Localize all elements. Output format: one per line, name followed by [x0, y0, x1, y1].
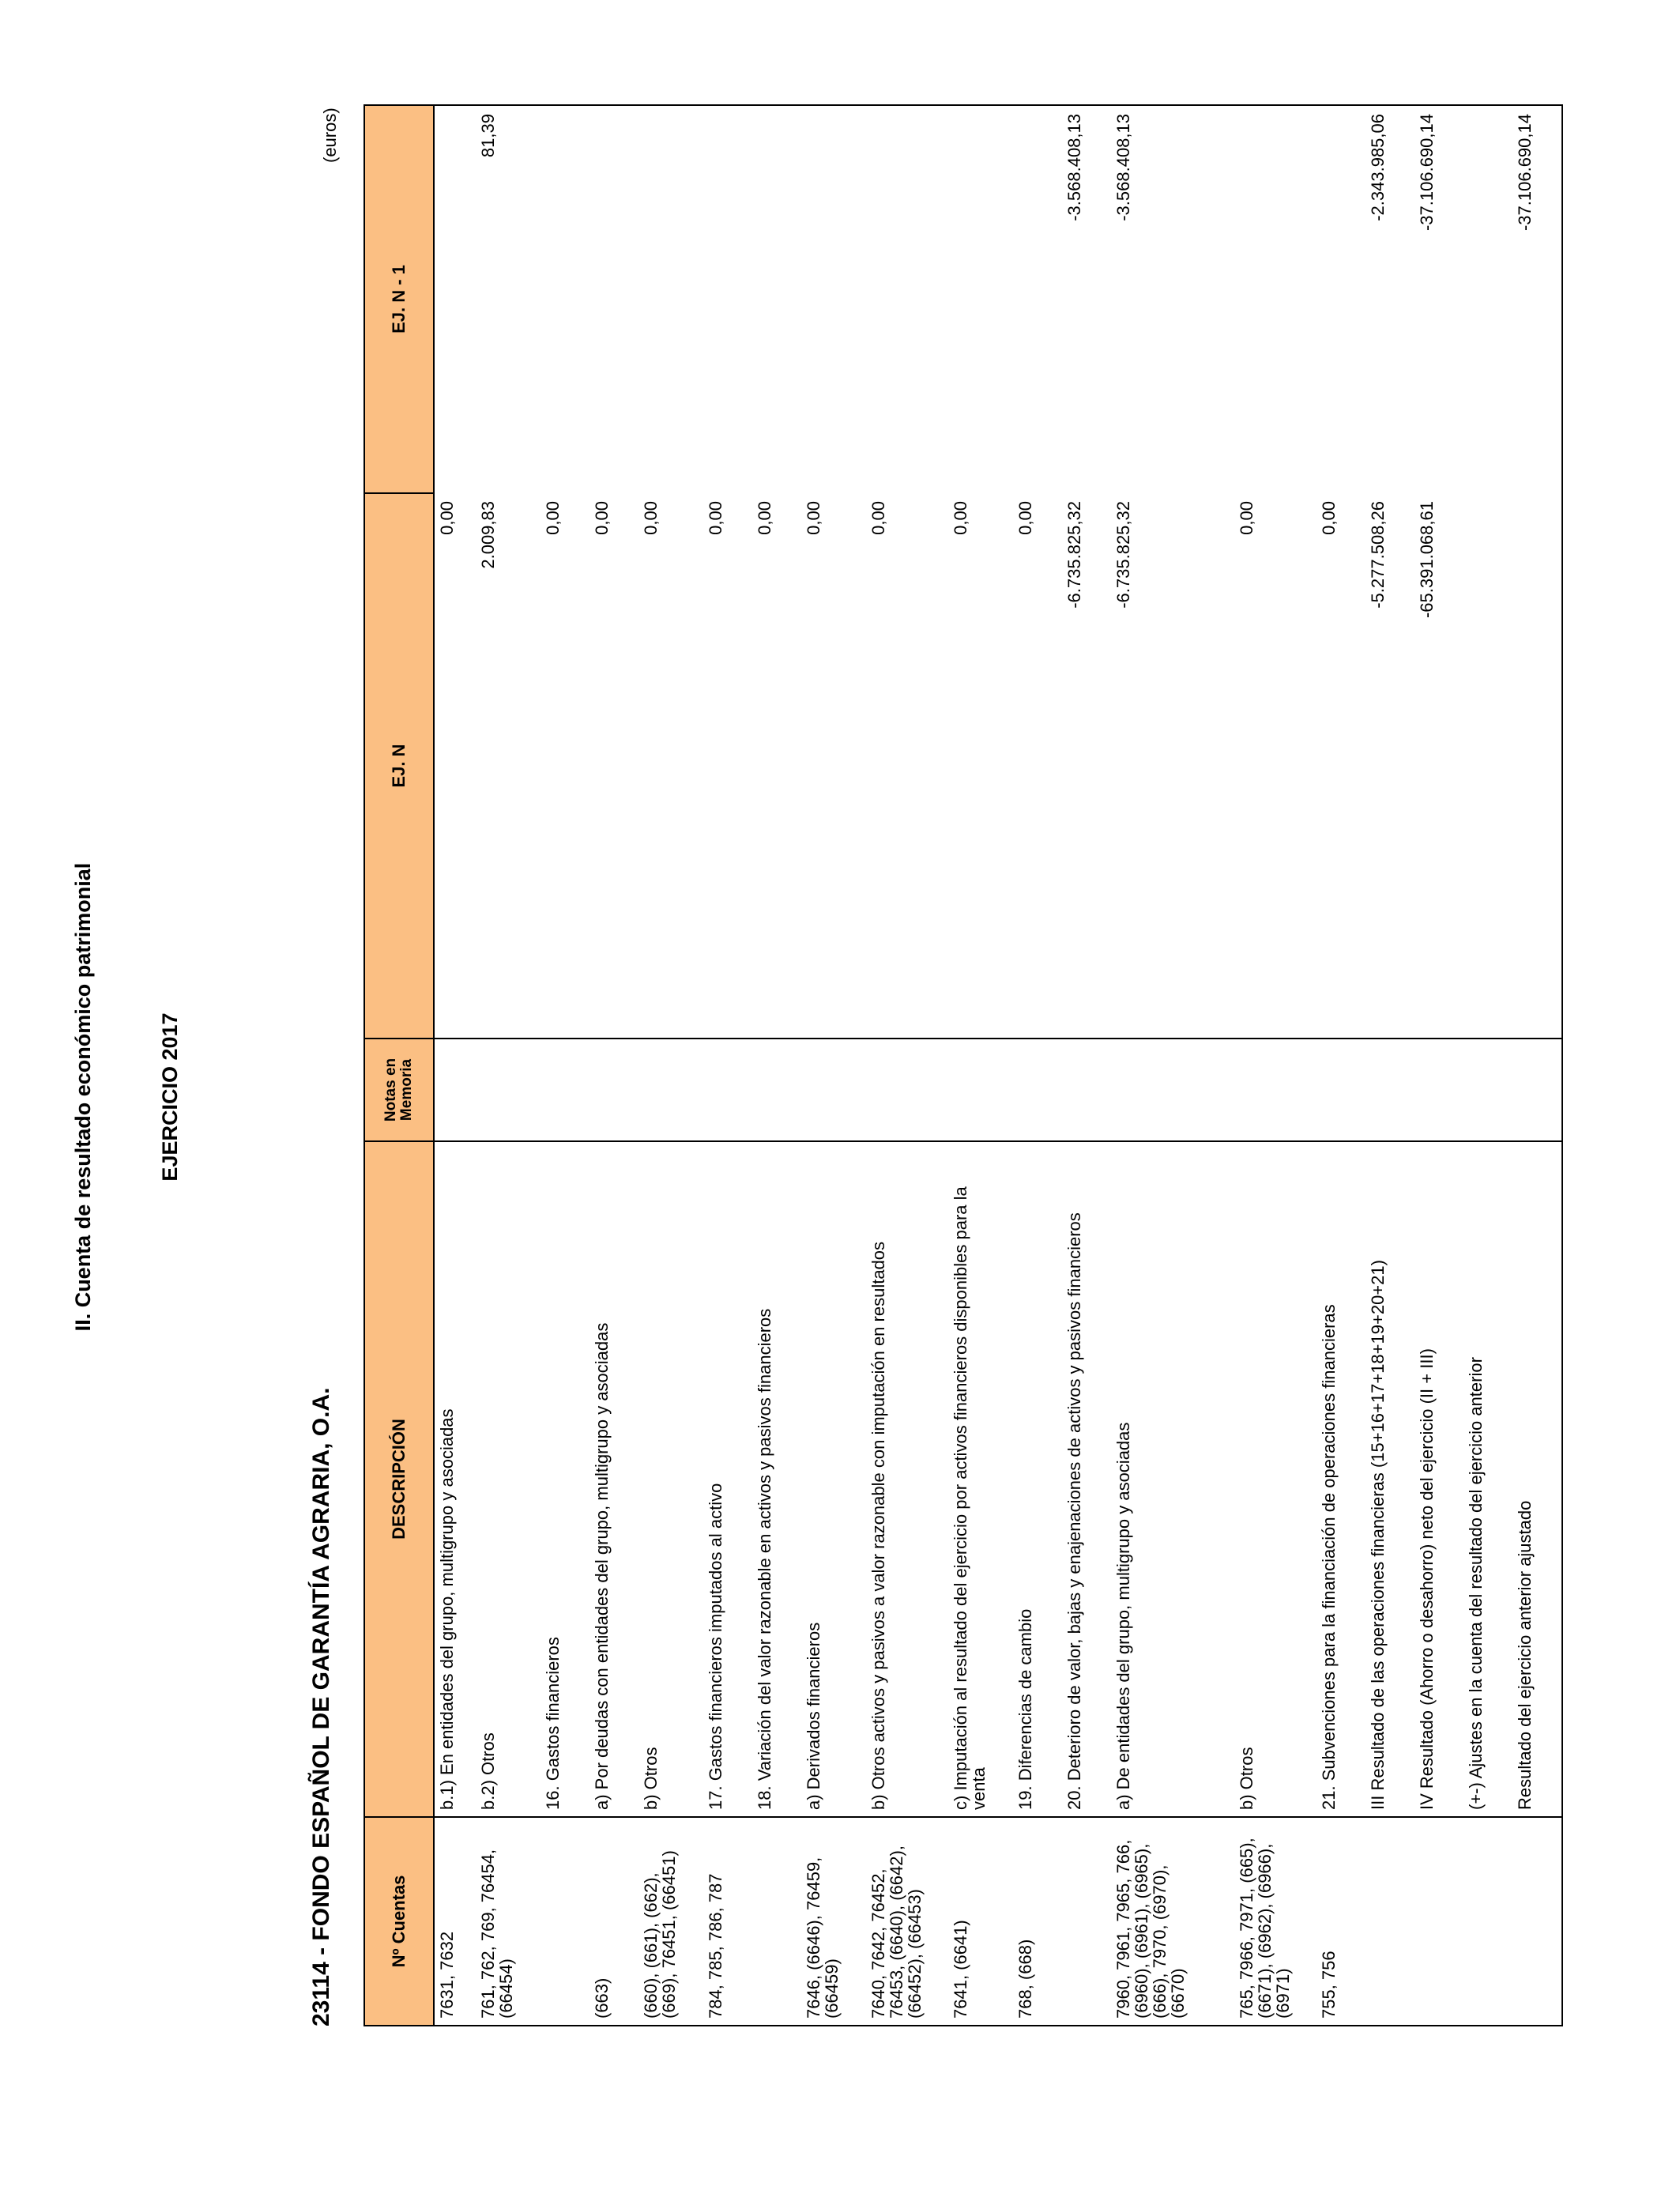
row-description: 21. Subvenciones para la financiación de operaciones financieras — [1317, 1141, 1365, 1817]
value-ej-n-1: 81,39 — [476, 105, 541, 493]
value-ej-n-1 — [590, 105, 638, 493]
value-ej-n-1: -2.343.985,06 — [1365, 105, 1414, 493]
row-description: III Resultado de las operaciones financieras (15+16+17+18+19+20+21) — [1365, 1141, 1414, 1817]
table-row — [590, 105, 638, 2026]
table-row — [1013, 105, 1062, 2026]
account-codes: 765, 7966, 7971, (665), (6671), (6962), (6966), (6971) — [1234, 1817, 1317, 2026]
currency-units: (euros) — [320, 107, 340, 163]
table-row — [1463, 105, 1512, 2026]
value-ej-n — [1463, 493, 1512, 1039]
value-ej-n-1: -3.568.408,13 — [1111, 105, 1234, 493]
organization-name: 23114 - FONDO ESPAÑOL DE GARANTÍA AGRARIA, O.A. — [308, 1387, 334, 2026]
row-notes — [434, 1039, 476, 1141]
account-codes: 7641, (6641) — [948, 1817, 1013, 2026]
table-row — [866, 105, 948, 2026]
row-notes — [866, 1039, 948, 1141]
row-description: 20. Deterioro de valor, bajas y enajenaciones de activos y pasivos financieros — [1062, 1141, 1111, 1817]
row-description: 19. Diferencias de cambio — [1013, 1141, 1062, 1817]
account-codes — [541, 1817, 590, 2026]
account-codes: 7631, 7632 — [434, 1817, 476, 2026]
value-ej-n-1 — [866, 105, 948, 493]
value-ej-n-1 — [801, 105, 866, 493]
value-ej-n: -5.277.508,26 — [1368, 501, 1388, 609]
table-row — [1365, 105, 1414, 2026]
value-ej-n: -6.735.825,32 — [1064, 501, 1084, 609]
value-ej-n: 0,00 — [641, 501, 661, 535]
value-ej-n: 0,00 — [868, 501, 888, 535]
value-ej-n-1 — [1463, 105, 1512, 493]
account-codes: 768, (668) — [1013, 1817, 1062, 2026]
column-header-description: DESCRIPCIÓN — [364, 1141, 434, 1817]
row-description: b) Otros — [638, 1141, 703, 1817]
row-notes — [1234, 1039, 1317, 1141]
table-row — [1317, 105, 1365, 2026]
value-ej-n: 0,00 — [804, 501, 823, 535]
row-notes — [1317, 1039, 1365, 1141]
value-ej-n-1 — [434, 105, 476, 493]
row-description: Resultado del ejercicio anterior ajustado — [1512, 1141, 1562, 1817]
value-ej-n-1: -37.106.690,14 — [1414, 105, 1463, 493]
row-notes — [1463, 1039, 1512, 1141]
account-codes — [1062, 1817, 1111, 2026]
row-description: b.2) Otros — [476, 1141, 541, 1817]
value-ej-n-1 — [1013, 105, 1062, 493]
value-ej-n-1 — [1317, 105, 1365, 493]
row-notes — [703, 1039, 752, 1141]
report-title: II. Cuenta de resultado económico patrimonial — [71, 862, 95, 1332]
value-ej-n: 0,00 — [1015, 501, 1035, 535]
row-notes — [476, 1039, 541, 1141]
row-description: a) De entidades del grupo, multigrupo y asociadas — [1111, 1141, 1234, 1817]
value-ej-n: 0,00 — [543, 501, 563, 535]
column-header-accounts: Nº Cuentas — [364, 1817, 434, 2026]
row-description: (+-) Ajustes en la cuenta del resultado del ejercicio anterior — [1463, 1141, 1512, 1817]
table-row — [476, 105, 541, 2026]
value-ej-n-1 — [541, 105, 590, 493]
value-ej-n: 0,00 — [592, 501, 612, 535]
value-ej-n — [1512, 493, 1562, 1039]
value-ej-n: 0,00 — [706, 501, 725, 535]
value-ej-n: 0,00 — [1237, 501, 1256, 535]
account-codes — [752, 1817, 801, 2026]
row-notes — [1365, 1039, 1414, 1141]
row-notes — [801, 1039, 866, 1141]
table-row — [1414, 105, 1463, 2026]
table-row — [434, 105, 476, 2026]
account-codes: 755, 756 — [1317, 1817, 1365, 2026]
account-codes: (663) — [590, 1817, 638, 2026]
value-ej-n: 2.009,83 — [478, 501, 498, 569]
row-description: c) Imputación al resultado del ejercicio por activos financieros disponibles para la venta — [948, 1141, 1013, 1817]
row-notes — [590, 1039, 638, 1141]
account-codes — [1414, 1817, 1463, 2026]
account-codes: 761, 762, 769, 76454, (66454) — [476, 1817, 541, 2026]
column-header-ej-n: EJ. N — [364, 493, 434, 1039]
row-notes — [752, 1039, 801, 1141]
account-codes — [1512, 1817, 1562, 2026]
value-ej-n-1 — [752, 105, 801, 493]
value-ej-n-1: -37.106.690,14 — [1512, 105, 1562, 493]
table-row — [752, 105, 801, 2026]
account-codes — [1463, 1817, 1512, 2026]
value-ej-n-1 — [1234, 105, 1317, 493]
value-ej-n: -65.391.068,61 — [1417, 501, 1437, 619]
row-notes — [1013, 1039, 1062, 1141]
table-row — [1512, 105, 1562, 2026]
table-header-row — [364, 105, 434, 2026]
row-description: a) Por deudas con entidades del grupo, multigrupo y asociadas — [590, 1141, 638, 1817]
row-notes — [1512, 1039, 1562, 1141]
value-ej-n: 0,00 — [1319, 501, 1339, 535]
value-ej-n-1 — [703, 105, 752, 493]
table-row — [541, 105, 590, 2026]
account-codes: 7640, 7642, 76452, 76453, (6640), (6642), (66452), (66453) — [866, 1817, 948, 2026]
column-header-notes: Notas en Memoria — [364, 1039, 434, 1141]
account-codes: 7960, 7961, 7965, 766, (6960), (6961), (6965), (666), 7970, (6970), (6670) — [1111, 1817, 1234, 2026]
row-description: IV Resultado (Ahorro o desahorro) neto del ejercicio (II + III) — [1414, 1141, 1463, 1817]
table-row — [703, 105, 752, 2026]
row-notes — [638, 1039, 703, 1141]
row-notes — [541, 1039, 590, 1141]
row-notes — [1111, 1039, 1234, 1141]
row-description: b.1) En entidades del grupo, multigrupo y asociadas — [434, 1141, 476, 1817]
row-notes — [948, 1039, 1013, 1141]
account-codes: 784, 785, 786, 787 — [703, 1817, 752, 2026]
row-notes — [1414, 1039, 1463, 1141]
table-row — [948, 105, 1013, 2026]
account-codes: 7646, (6646), 76459, (66459) — [801, 1817, 866, 2026]
value-ej-n-1 — [948, 105, 1013, 493]
table-row — [1234, 105, 1317, 2026]
row-description: a) Derivados financieros — [801, 1141, 866, 1817]
row-description: b) Otros activos y pasivos a valor razonable con imputación en resultados — [866, 1141, 948, 1817]
table-row — [1111, 105, 1234, 2026]
account-codes: (660), (661), (662), (669), 76451, (66451) — [638, 1817, 703, 2026]
row-description: 17. Gastos financieros imputados al activo — [703, 1141, 752, 1817]
row-notes — [1062, 1039, 1111, 1141]
income-statement-table — [363, 104, 1563, 2026]
table-row — [1062, 105, 1111, 2026]
value-ej-n-1 — [638, 105, 703, 493]
row-description: 18. Variación del valor razonable en activos y pasivos financieros — [752, 1141, 801, 1817]
exercise-title: EJERCICIO 2017 — [158, 1012, 182, 1182]
value-ej-n: 0,00 — [755, 501, 774, 535]
account-codes — [1365, 1817, 1414, 2026]
value-ej-n-1: -3.568.408,13 — [1062, 105, 1111, 493]
row-description: 16. Gastos financieros — [541, 1141, 590, 1817]
value-ej-n: 0,00 — [437, 501, 457, 535]
table-row — [801, 105, 866, 2026]
column-header-ej-n-1: EJ. N - 1 — [364, 105, 434, 493]
value-ej-n: 0,00 — [951, 501, 970, 535]
value-ej-n: -6.735.825,32 — [1113, 501, 1133, 609]
row-description: b) Otros — [1234, 1141, 1317, 1817]
table-row — [638, 105, 703, 2026]
